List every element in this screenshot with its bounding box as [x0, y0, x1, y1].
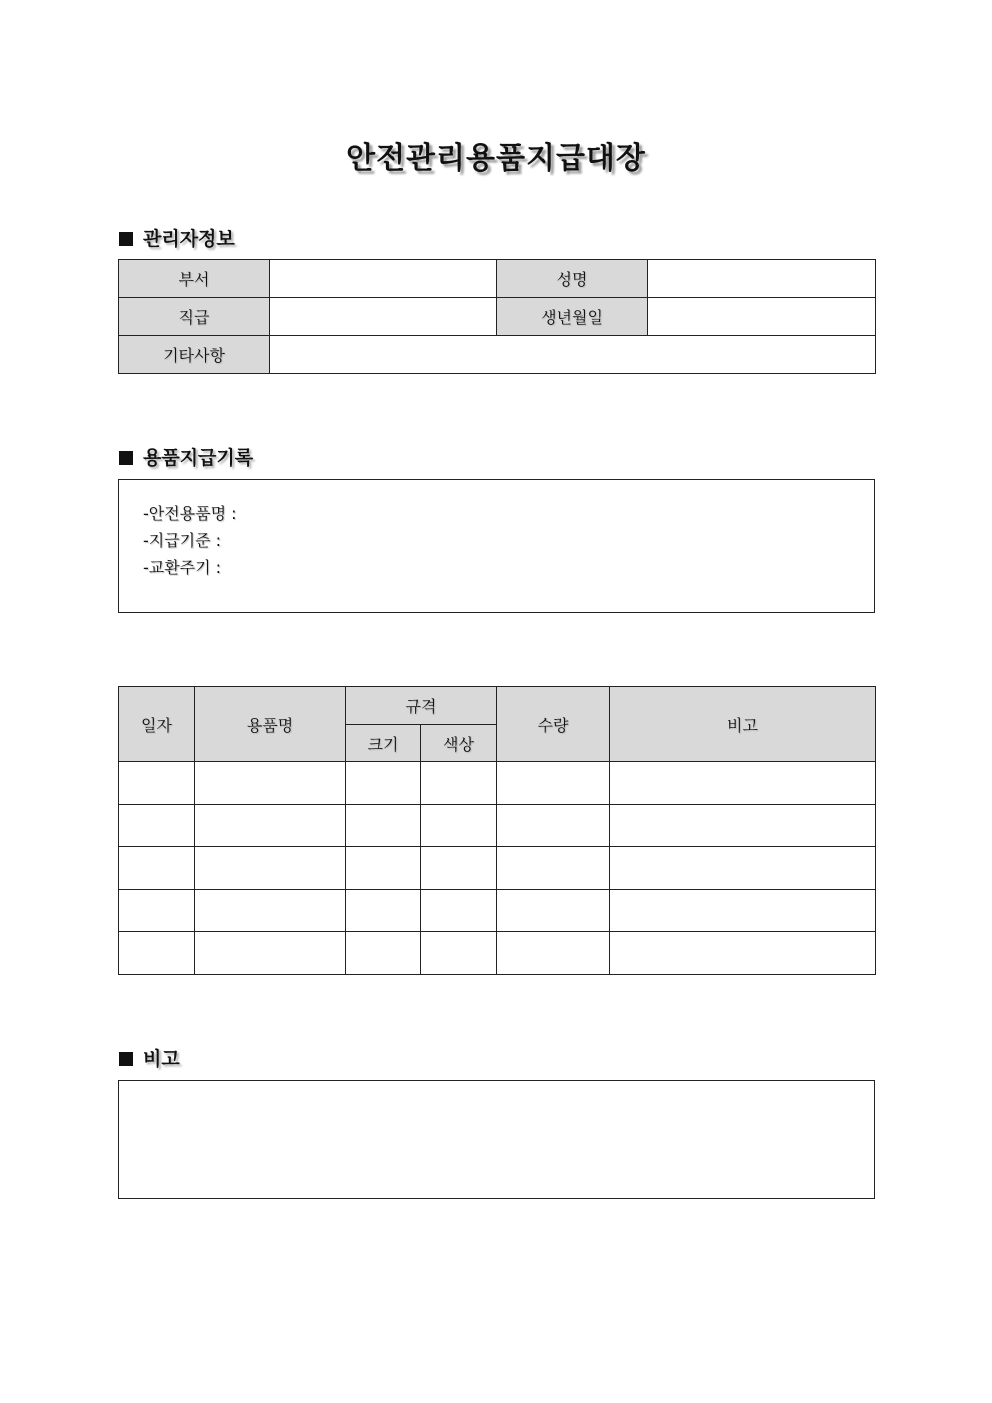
remarks-cell[interactable]: [610, 804, 876, 847]
manager-info-table: [118, 259, 876, 374]
table-row: [119, 932, 876, 975]
size-cell[interactable]: [346, 847, 421, 890]
position-field[interactable]: [270, 298, 497, 336]
quantity-cell[interactable]: [497, 847, 610, 890]
date-cell[interactable]: [119, 889, 195, 932]
header-spec: 규격: [346, 687, 497, 725]
remarks-cell[interactable]: [610, 762, 876, 805]
item-name-line: -안전용품명 :: [143, 504, 237, 523]
remarks-cell[interactable]: [610, 847, 876, 890]
section-heading-text: 용품지급기록: [143, 447, 254, 469]
quantity-cell[interactable]: [497, 932, 610, 975]
supply-criteria-line: -지급기준 :: [143, 531, 222, 550]
birthdate-field[interactable]: [648, 298, 876, 336]
quantity-cell[interactable]: [497, 889, 610, 932]
section-heading-text: 관리자정보: [143, 228, 235, 250]
header-size: 크기: [346, 725, 421, 762]
name-field[interactable]: [648, 260, 876, 298]
item-name-cell[interactable]: [195, 889, 346, 932]
table-row: [119, 847, 876, 890]
section-heading-remarks: [119, 1044, 180, 1071]
supply-record-box[interactable]: [118, 479, 875, 613]
header-quantity: 수량: [497, 687, 610, 762]
quantity-cell[interactable]: [497, 804, 610, 847]
square-bullet-icon: [119, 232, 133, 246]
header-item-name: 용품명: [195, 687, 346, 762]
size-cell[interactable]: [346, 889, 421, 932]
color-cell[interactable]: [421, 762, 497, 805]
size-cell[interactable]: [346, 804, 421, 847]
color-cell[interactable]: [421, 804, 497, 847]
item-name-cell[interactable]: [195, 762, 346, 805]
exchange-cycle-line: -교환주기 :: [143, 558, 222, 577]
section-heading-text: 비고: [143, 1048, 180, 1070]
remarks-cell[interactable]: [610, 932, 876, 975]
size-cell[interactable]: [346, 762, 421, 805]
date-cell[interactable]: [119, 847, 195, 890]
date-cell[interactable]: [119, 932, 195, 975]
table-row: [119, 762, 876, 805]
square-bullet-icon: [119, 451, 133, 465]
page-title: 안전관리용품지급대장: [346, 141, 646, 176]
color-cell[interactable]: [421, 889, 497, 932]
item-name-cell[interactable]: [195, 932, 346, 975]
other-field[interactable]: [270, 336, 876, 374]
color-cell[interactable]: [421, 847, 497, 890]
item-name-cell[interactable]: [195, 804, 346, 847]
table-row: [119, 804, 876, 847]
position-label: 직급: [119, 298, 270, 336]
header-color: 색상: [421, 725, 497, 762]
remarks-box[interactable]: [118, 1080, 875, 1199]
header-date: 일자: [119, 687, 195, 762]
date-cell[interactable]: [119, 762, 195, 805]
header-remarks: 비고: [610, 687, 876, 762]
department-field[interactable]: [270, 260, 497, 298]
table-row: [119, 889, 876, 932]
date-cell[interactable]: [119, 804, 195, 847]
birthdate-label: 생년월일: [497, 298, 648, 336]
item-name-cell[interactable]: [195, 847, 346, 890]
square-bullet-icon: [119, 1052, 133, 1066]
name-label: 성명: [497, 260, 648, 298]
department-label: 부서: [119, 260, 270, 298]
remarks-cell[interactable]: [610, 889, 876, 932]
size-cell[interactable]: [346, 932, 421, 975]
color-cell[interactable]: [421, 932, 497, 975]
supply-table: [118, 686, 876, 975]
supply-table-body: [119, 762, 876, 975]
section-heading-supply: [119, 443, 253, 470]
other-label: 기타사항: [119, 336, 270, 374]
quantity-cell[interactable]: [497, 762, 610, 805]
section-heading-manager: [119, 224, 235, 251]
